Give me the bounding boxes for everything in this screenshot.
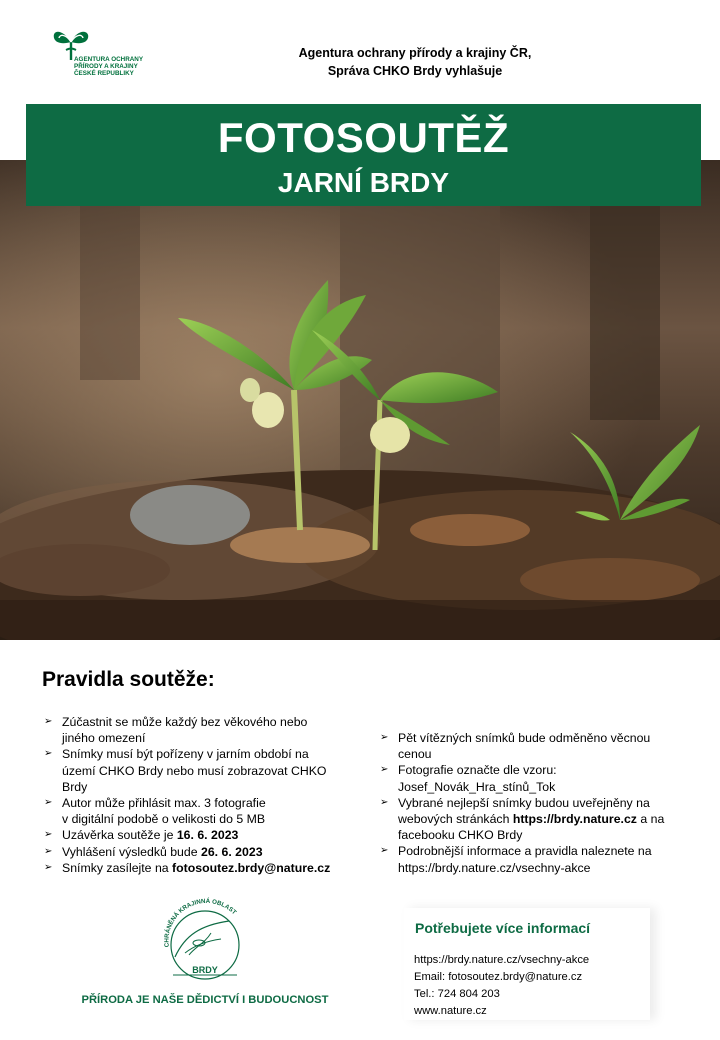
info-phone: Tel.: 724 804 203 — [414, 988, 500, 1000]
contest-subtitle: JARNÍ BRDY — [277, 167, 450, 198]
chko-brdy-logo — [155, 895, 255, 987]
contact-info — [414, 952, 589, 1020]
arrow-bullet-icon: ➢ — [44, 845, 53, 857]
website-link[interactable]: https://brdy.nature.cz — [512, 812, 637, 827]
rules-list-left — [44, 714, 354, 876]
arrow-bullet-icon: ➢ — [380, 845, 389, 857]
info-website[interactable]: www.nature.cz — [414, 1005, 487, 1017]
agency-logo-text: AGENTURA OCHRANY PŘÍRODY A KRAJINY ČESKÉ REPUBLIKY — [74, 56, 144, 78]
title-banner — [26, 104, 701, 206]
rule-item: ➢ Zúčastnit se může každý bez věkového nebo jiného omezení — [44, 715, 308, 746]
results-date: 26. 6. 2023 — [201, 844, 263, 859]
info-email[interactable]: Email: fotosoutez.brdy@nature.cz — [414, 971, 583, 983]
arrow-bullet-icon: ➢ — [44, 829, 53, 841]
events-link[interactable]: https://brdy.nature.cz/vsechny-akce — [398, 860, 591, 875]
rules-list-right — [380, 730, 700, 876]
deadline-date: 16. 6. 2023 — [176, 828, 239, 843]
contest-title: FOTOSOUTĚŽ — [217, 114, 510, 161]
arrow-bullet-icon: ➢ — [380, 732, 389, 743]
logo-arc-text: CHRÁNĚNÁ KRAJINNÁ OBLAST — [163, 897, 238, 948]
rules-heading: Pravidla soutěže: — [42, 668, 215, 691]
arrow-bullet-icon: ➢ — [44, 797, 53, 809]
rule-item: ➢ Autor může přihlásit max. 3 fotografie v digitální podobě o velikosti do 5 MB — [44, 796, 266, 827]
logo-brdy-text: BRDY — [192, 965, 218, 975]
agency-logo — [44, 26, 154, 86]
info-url[interactable]: https://brdy.nature.cz/vsechny-akce — [414, 954, 590, 966]
rule-item: ➢ Podrobnější informace a pravidla naleznete na https://brdy.nature.cz/vsechny-akce — [380, 843, 700, 875]
rule-item: ➢ Snímky musí být pořízeny v jarním období na území CHKO Brdy nebo musí zobrazovat CHKO Brdy — [44, 747, 327, 794]
arrow-bullet-icon: ➢ — [380, 796, 389, 808]
rule-item: ➢ Vybrané nejlepší snímky budou uveřejněny na webových stránkách https://brdy.nature.cz a na facebooku CHKO Brdy — [380, 795, 665, 843]
arrow-bullet-icon: ➢ — [380, 764, 389, 776]
rule-item: ➢ Pět vítězných snímků bude odměněno věcnou cenou — [380, 731, 651, 762]
arrow-bullet-icon: ➢ — [44, 716, 53, 727]
rule-item: ➢ Snímky zasílejte na fotosoutez.brdy@nature.cz — [44, 860, 331, 875]
announcer-text: Agentura ochrany přírody a krajiny ČR, Správa CHKO Brdy vyhlašuje — [298, 46, 532, 78]
arrow-bullet-icon: ➢ — [44, 861, 53, 873]
rule-item: ➢ Uzávěrka soutěže je 16. 6. 2023 — [44, 828, 239, 843]
spring-plant-photo — [0, 160, 720, 640]
rule-item: ➢ Fotografie označte dle vzoru: Josef_Novák_Hra_stínů_Tok — [380, 763, 557, 794]
motto-text: PŘÍRODA JE NAŠE DĚDICTVÍ I BUDOUCNOST — [81, 994, 329, 1006]
rule-item: ➢ Vyhlášení výsledků bude 26. 6. 2023 — [44, 844, 263, 859]
arrow-bullet-icon: ➢ — [44, 748, 53, 760]
submission-email[interactable]: fotosoutez.brdy@nature.cz — [172, 860, 331, 875]
info-title: Potřebujete více informací — [415, 920, 591, 936]
